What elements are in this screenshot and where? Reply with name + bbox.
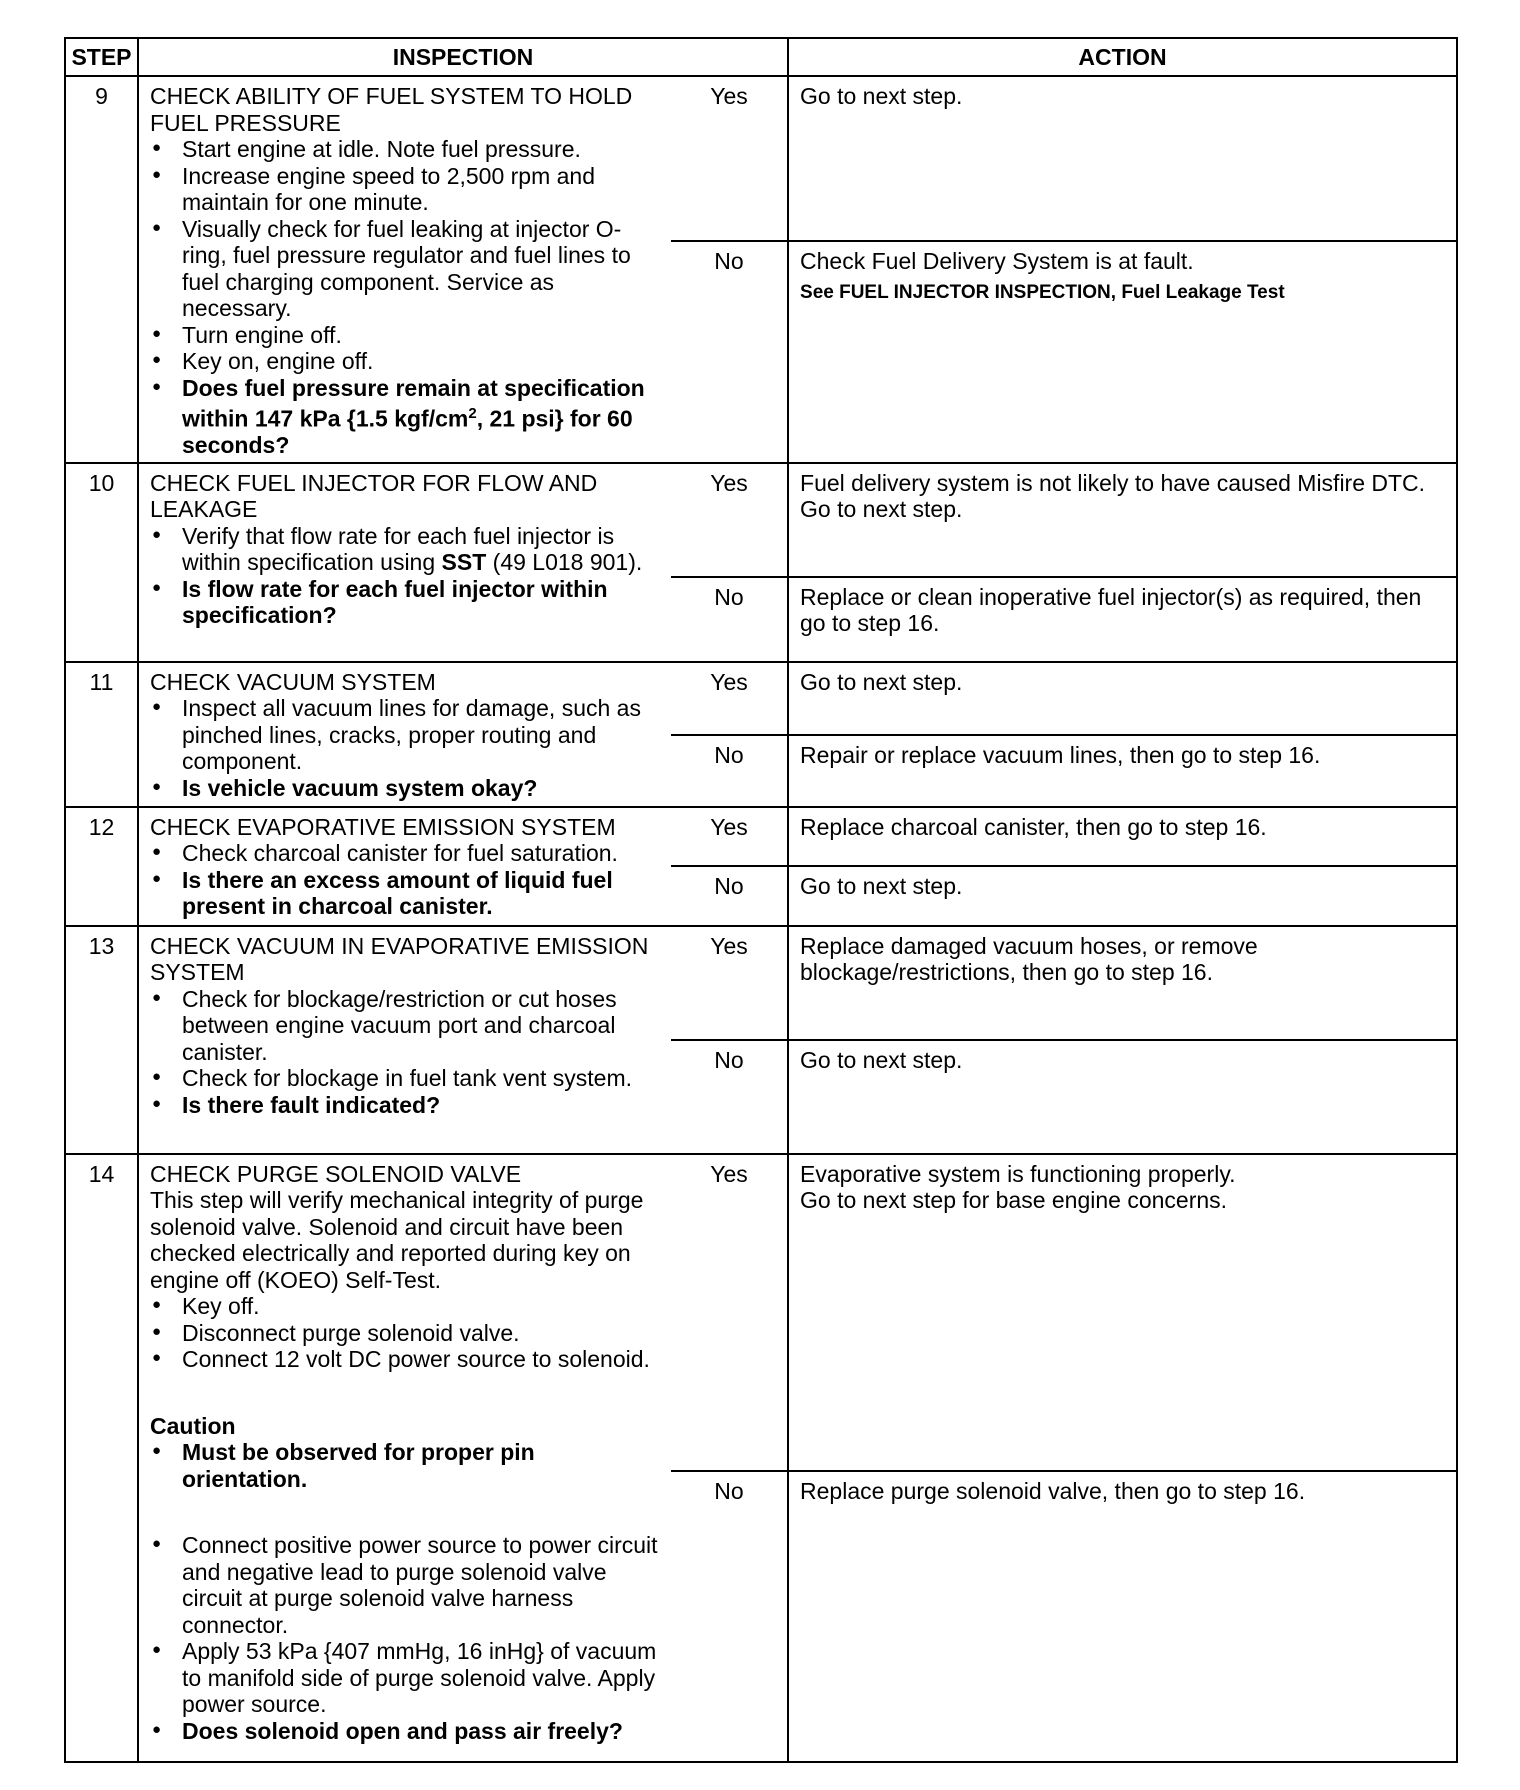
step-9-inspection [138,76,671,463]
question-item: ● Is flow rate for each fuel injector within specification? [150,576,663,629]
no-label: No [671,241,788,462]
no-action: Replace or clean inoperative fuel injector(s) as required, then go to step 16. [788,577,1457,662]
yes-label: Yes [671,807,788,866]
step-13-inspection [138,926,671,1154]
question-item: ● Does solenoid open and pass air freely? [150,1718,663,1745]
yes-action: Go to next step. [788,662,1457,735]
bullet-item: ● Turn engine off. [150,322,663,349]
bullet-item: ● Start engine at idle. Note fuel pressure. [150,136,663,163]
no-action: Repair or replace vacuum lines, then go to step 16. [788,735,1457,807]
bullet-item: ● Connect positive power source to power circuit and negative lead to purge solenoid valve circuit at purge solenoid valve harness connector. [150,1532,663,1638]
header-action: ACTION [788,38,1457,76]
step-9-row-yes [65,76,1457,241]
reference-note: See FUEL INJECTOR INSPECTION, Fuel Leakage Test [800,281,1285,303]
yes-label: Yes [671,463,788,577]
step-14-inspection [138,1154,671,1762]
step-11-row-yes [65,662,1457,735]
question-item: ● Is there fault indicated? [150,1092,663,1119]
step-number: 10 [65,463,138,662]
bullet-item: ● Check charcoal canister for fuel saturation. [150,840,663,867]
no-action: Go to next step. [788,866,1457,926]
no-label: No [671,1040,788,1154]
bullet-item: ● Key on, engine off. [150,348,663,375]
step-13-row-yes [65,926,1457,1040]
header-step: STEP [65,38,138,76]
caution-item: ● Must be observed for proper pin orientation. [150,1439,663,1492]
step-number: 12 [65,807,138,926]
step-12-inspection [138,807,671,926]
step-11-inspection [138,662,671,807]
step-number: 13 [65,926,138,1154]
yes-label: Yes [671,662,788,735]
bullet-item: ● Key off. [150,1293,663,1320]
step-10-row-yes [65,463,1457,577]
yes-action: Fuel delivery system is not likely to have caused Misfire DTC. Go to next step. [788,463,1457,577]
header-inspection: INSPECTION [138,38,788,76]
bullet-item: ● Visually check for fuel leaking at injector O-ring, fuel pressure regulator and fuel lines to fuel charging component. Service as necessary. [150,216,663,322]
bullet-item: ● Disconnect purge solenoid valve. [150,1320,663,1347]
no-action: Replace purge solenoid valve, then go to step 16. [788,1471,1457,1762]
yes-action: Go to next step. [788,76,1457,241]
yes-label: Yes [671,926,788,1040]
step-number: 14 [65,1154,138,1762]
step-number: 9 [65,76,138,463]
bullet-item: ● Inspect all vacuum lines for damage, such as pinched lines, cracks, proper routing and component. [150,695,663,775]
header-row [65,38,1457,76]
step-intro: This step will verify mechanical integrity of purge solenoid valve. Solenoid and circuit have been checked electrically and reported during key on engine off (KOEO) Self-Test. [150,1187,644,1293]
step-title: CHECK EVAPORATIVE EMISSION SYSTEM [150,813,616,840]
step-title: CHECK VACUUM IN EVAPORATIVE EMISSION SYSTEM [150,932,649,986]
no-action-text: Check Fuel Delivery System is at fault. [800,248,1194,275]
yes-action: Evaporative system is functioning properly. Go to next step for base engine concerns. [788,1154,1457,1471]
bullet-item: ● Connect 12 volt DC power source to solenoid. [150,1346,663,1373]
yes-action: Replace charcoal canister, then go to step 16. [788,807,1457,866]
no-action [788,241,1457,462]
step-number: 11 [65,662,138,807]
no-action: Go to next step. [788,1040,1457,1154]
question-item: ● Is vehicle vacuum system okay? [150,775,663,802]
diagnostic-table [64,37,1458,1763]
yes-action: Replace damaged vacuum hoses, or remove blockage/restrictions, then go to step 16. [788,926,1457,1040]
bullet-item: ● Check for blockage in fuel tank vent system. [150,1065,663,1092]
question-item: ● Is there an excess amount of liquid fuel present in charcoal canister. [150,867,663,920]
no-label: No [671,577,788,662]
step-title: CHECK VACUUM SYSTEM [150,668,436,695]
bullet-item: ● Verify that flow rate for each fuel injector is within specification using SST (49 L018 901). [150,523,663,576]
bullet-item: ● Apply 53 kPa {407 mmHg, 16 inHg} of vacuum to manifold side of purge solenoid valve. Apply power source. [150,1638,663,1718]
step-title: CHECK PURGE SOLENOID VALVE [150,1160,522,1187]
step-14-row-yes [65,1154,1457,1471]
bullet-item: ● Increase engine speed to 2,500 rpm and maintain for one minute. [150,163,663,216]
step-title: CHECK ABILITY OF FUEL SYSTEM TO HOLD FUEL PRESSURE [150,83,633,136]
yes-label: Yes [671,1154,788,1471]
caution-title: Caution [150,1412,236,1439]
no-label: No [671,1471,788,1762]
no-label: No [671,866,788,926]
step-12-row-yes [65,807,1457,866]
question-item: ● Does fuel pressure remain at specification within 147 kPa {1.5 kgf/$cm^2$, 21 psi} for 60 seconds? [150,375,663,459]
step-10-inspection [138,463,671,662]
no-label: No [671,735,788,807]
bullet-item: ● Check for blockage/restriction or cut hoses between engine vacuum port and charcoal canister. [150,986,663,1066]
step-title: CHECK FUEL INJECTOR FOR FLOW AND LEAKAGE [150,469,598,523]
yes-label: Yes [671,76,788,241]
